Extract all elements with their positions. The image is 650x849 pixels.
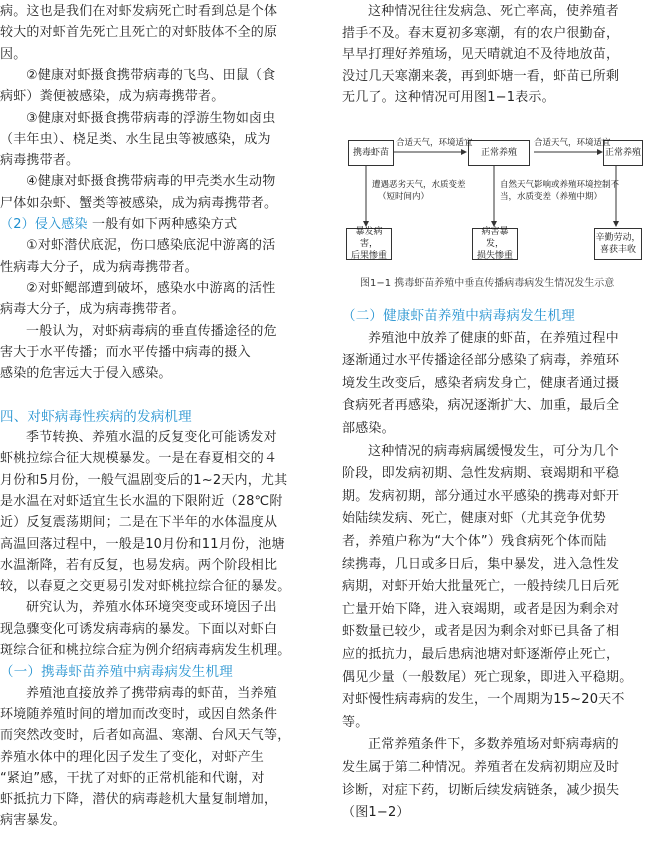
text-line: （2）侵入感染 一般有如下两种感染方式: [0, 217, 238, 232]
text-line: ②健康对虾摄食携带病毒的飞鸟、田鼠（食: [26, 67, 276, 83]
text-line: 病。这也是我们在对虾发病死亡时看到总是个体: [0, 4, 278, 19]
text-line: （丰年虫）、桡足类、水生昆虫等被感染，成为: [0, 131, 271, 147]
text-line: 境发生改变后，感染者病发身亡，健康者通过摄: [342, 375, 620, 391]
text-line: 病虾）粪便被感染，成为病毒携带者。: [0, 89, 225, 105]
text-line: 早早打理好养殖场，见天晴就迫不及待地放苗，: [342, 47, 620, 63]
text-line: 病毒大分子，成为病毒携带者。: [0, 302, 185, 318]
text-line: 虾抵抗力下降，潜伏的病毒趁机大量复制增加，: [0, 792, 278, 808]
text-line: 一般认为，对虾病毒病的垂直传播途径的危: [26, 323, 277, 339]
down1-label-1: 遭遇恶劣天气，水质变差: [372, 180, 466, 190]
text-line: 较，以春夏之交更易引发对虾桃拉综合征的暴发。: [0, 579, 291, 595]
text-line: ②对虾鳃部遭到破坏，感染水中游离的活性: [26, 280, 276, 296]
text-line: 斑综合征和桃拉综合症为例介绍病毒病发生机理。: [0, 643, 291, 658]
text-line: 逐渐通过水平传播途径部分感染了病毒，养殖环: [342, 353, 620, 369]
text-line: 期。发病初期，部分通过水平感染的携毒对虾开: [342, 488, 620, 504]
text-line: 季节转换、养殖水温的反复变化可能诱发对: [26, 430, 277, 445]
down2-label-1: 自然天气影响或养殖环境控制不: [500, 180, 620, 190]
text-line: 环境随养殖时间的增加而改变时，或因自然条件: [0, 706, 278, 722]
figure-caption: 图1−1 携毒虾苗养殖中垂直传播病毒病发生情况发生示意: [360, 278, 615, 289]
text-line: 害大于水平传播；而水平传播中病毒的摄入: [0, 344, 251, 360]
box-normal-2: 正常养殖: [603, 140, 643, 166]
text-line: 者，养殖户称为“大个体”）残食病死个体而陆: [342, 534, 607, 549]
text-line: 对虾慢性病毒病的发生，一个周期为15~20天不: [342, 692, 625, 708]
text-line: 性病毒大分子，成为病毒携带者。: [0, 259, 199, 275]
text-line: ①对虾潜伏底泥，伤口感染底泥中游离的活: [26, 238, 276, 254]
text-line: 较大的对虾首先死亡且死亡的对虾肢体不全的原: [0, 25, 278, 41]
text-line: 近）反复震荡期间；二是在下半年的水体温度从: [0, 515, 278, 531]
text-line: 这种情况往往发病急、死亡率高，使养殖者: [368, 4, 619, 19]
text-line: ③健康对虾摄食携带病毒的浮游生物如卤虫: [26, 110, 276, 126]
text-line: 尸体如杂虾、蟹类等被感染，成为病毒携带者。: [0, 195, 278, 211]
box-normal-1: 正常养殖: [468, 140, 530, 166]
text-line: 因。: [0, 46, 27, 62]
text-line: 措手不及。春末夏初多寒潮，有的农户很勤奋，: [342, 25, 620, 41]
text-line: 病毒携带者。: [0, 153, 80, 169]
box-harvest: 辛勤劳动， 喜获丰收: [594, 228, 642, 260]
figure-1-1: [344, 128, 644, 298]
text-line: 部感染。: [342, 421, 395, 436]
text-line: （一）携毒虾苗养殖中病毒病发生机理: [0, 664, 233, 681]
text-line: 而突然改变时，后者如高温、寒潮、台风天气等，: [0, 728, 291, 744]
text-line: 病期，对虾开始大批量死亡，一般持续几日后死: [342, 579, 620, 595]
down1-label-2: （短时间内）: [378, 192, 430, 202]
text-line: 应的抵抗力，最后患病池塘对虾逐渐停止死亡，: [342, 647, 620, 662]
text-line: 月份和5月份，一般气温剧变后的1~2天内，尤其: [0, 472, 288, 488]
text-line: 无几了。这种情况可用图1−1表示。: [342, 90, 555, 106]
text-line: 研究认为，养殖水体环境突变或环境因子出: [26, 600, 277, 616]
text-line: 感染的危害远大于侵入感染。: [0, 366, 172, 382]
text-line: 养殖池中放养了健康的虾苗，在养殖过程中: [368, 330, 619, 346]
text-line: 偶见少量（一般数尾）死亡现象，即进入平稳期。: [342, 669, 633, 685]
text-line: 水温渐降，若有反复，也易发病。两个阶段相比: [0, 557, 278, 573]
text-line: 高温回落过程中，一般是10月份和11月份，池塘: [0, 536, 285, 552]
text-line: 没过几天寒潮来袭，再到虾塘一看，虾苗已所剩: [342, 68, 620, 84]
text-line: 阶段，即发病初期、急性发病期、衰竭期和平稳: [342, 466, 620, 482]
text-line: 四、对虾病毒性疾病的发病机理: [0, 408, 192, 425]
text-line: 亡量开始下降，进入衰竭期，或者是因为剩余对: [342, 601, 620, 617]
text-line: 养殖水体中的理化因子发生了变化，对虾产生: [0, 749, 265, 765]
box-disease: 病害暴发， 损失惨重: [472, 228, 518, 260]
text-line: “紧迫”感，干扰了对虾的正常机能和代谢，对: [0, 770, 265, 786]
box-outbreak: 暴发病害， 后果惨重: [346, 228, 392, 260]
text-line: 续携毒，几日或多日后，集中暴发，进入急性发: [342, 556, 620, 572]
text-line: 虾数量已较少，或者是因为剩余对虾已具备了相: [342, 624, 620, 640]
text-line: 虾桃拉综合征大规模暴发。一是在春夏相交的４: [0, 451, 278, 467]
text-line: 现急骤变化可诱发病毒病的暴发。下面以对虾白: [0, 621, 278, 637]
down2-label-2: 当，水质变差（养殖中期）: [500, 192, 603, 202]
text-line: ④健康对虾摄食携带病毒的甲壳类水生动物: [26, 174, 276, 190]
arrow2-label: 合适天气，环境适宜: [534, 138, 611, 148]
text-line: 这种情况的病毒病属缓慢发生，可分为几个: [368, 443, 619, 459]
text-line: （图1−2）: [342, 805, 410, 821]
text-line: 诊断，对症下药，切断后续发病链条，减少损失: [342, 782, 620, 798]
arrow1-label: 合适天气，环境适宜: [396, 138, 473, 148]
text-line: 病害暴发。: [0, 813, 67, 829]
text-line: 养殖池直接放养了携带病毒的虾苗，当养殖: [26, 685, 277, 701]
box-carrier: 携毒虾苗: [348, 140, 394, 166]
text-line: 始陆续发病、死亡，健康对虾（尤其竞争优势: [342, 511, 607, 527]
text-line: （二）健康虾苗养殖中病毒病发生机理: [342, 308, 575, 324]
text-line: 发生属于第二种情况。养殖者在发病初期应及时: [342, 760, 620, 775]
text-line: 是水温在对虾适宜生长水温的下限附近（28℃附: [0, 493, 283, 509]
text-line: 等。: [342, 714, 369, 730]
text-line: 食病死者再感染，病况逐渐扩大、加重，最后全: [342, 398, 620, 414]
text-line: 正常养殖条件下，多数养殖场对虾病毒病的: [368, 737, 619, 753]
